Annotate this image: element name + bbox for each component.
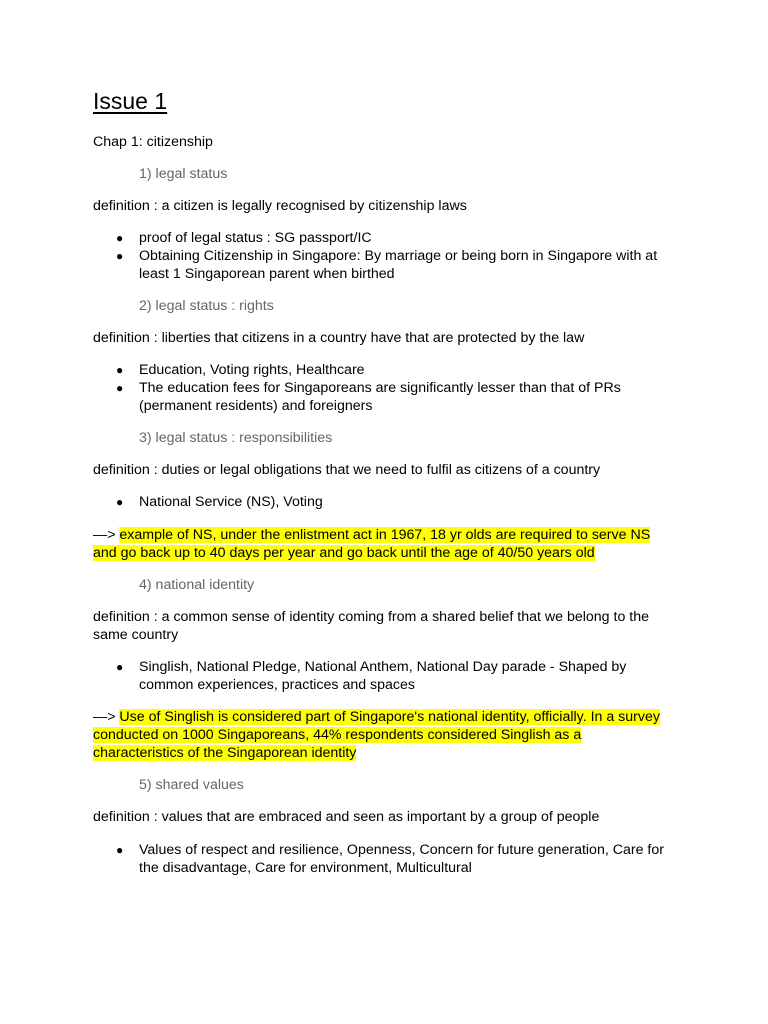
list-item: Education, Voting rights, Healthcare bbox=[139, 362, 365, 378]
bullet-icon: ● bbox=[116, 660, 124, 674]
section-heading: 4) national identity bbox=[139, 577, 255, 593]
list-item: Values of respect and resilience, Openness, Concern for future generation, Care for bbox=[139, 842, 664, 858]
highlighted-note-continued bbox=[93, 544, 595, 562]
list-item-continued: the disadvantage, Care for environment, Multicultural bbox=[139, 860, 472, 876]
note-highlight: conducted on 1000 Singaporeans, 44% respondents considered Singlish as a bbox=[93, 727, 582, 743]
bullet-icon: ● bbox=[116, 843, 124, 857]
bullet-icon: ● bbox=[116, 381, 124, 395]
list-item: proof of legal status : SG passport/IC bbox=[139, 230, 372, 246]
list-item: Singlish, National Pledge, National Anthem, National Day parade - Shaped by bbox=[139, 659, 627, 675]
bullet-icon: ● bbox=[116, 249, 124, 263]
note-highlight: and go back up to 40 days per year and go back until the age of 40/50 years old bbox=[93, 545, 595, 561]
highlighted-note bbox=[93, 526, 650, 544]
list-item-continued: (permanent residents) and foreigners bbox=[139, 398, 373, 414]
list-item: The education fees for Singaporeans are significantly lesser than that of PRs bbox=[139, 380, 621, 396]
definition-text: definition : a citizen is legally recognised by citizenship laws bbox=[93, 198, 467, 214]
section-heading: 5) shared values bbox=[139, 777, 244, 793]
highlighted-note-continued bbox=[93, 744, 356, 762]
document-title: Issue 1 bbox=[93, 88, 168, 114]
section-heading: 2) legal status : rights bbox=[139, 298, 274, 314]
definition-text-continued: same country bbox=[93, 627, 179, 643]
highlighted-note-continued bbox=[93, 726, 581, 744]
definition-text: definition : duties or legal obligations that we need to fulfil as citizens of a country bbox=[93, 462, 601, 478]
note-highlight: Use of Singlish is considered part of Singapore's national identity, officially. In a survey bbox=[119, 709, 660, 725]
section-heading: 1) legal status bbox=[139, 166, 228, 182]
list-item-continued: common experiences, practices and spaces bbox=[139, 677, 416, 693]
note-highlight: example of NS, under the enlistment act in 1967, 18 yr olds are required to serve NS bbox=[119, 527, 651, 543]
definition-text: definition : liberties that citizens in a country have that are protected by the law bbox=[93, 330, 585, 346]
section-heading: 3) legal status : responsibilities bbox=[139, 430, 333, 446]
arrow-marker: —> bbox=[93, 527, 120, 543]
highlighted-note bbox=[93, 708, 660, 726]
list-item-continued: least 1 Singaporean parent when birthed bbox=[139, 266, 395, 282]
list-item: National Service (NS), Voting bbox=[139, 494, 323, 510]
bullet-icon: ● bbox=[116, 231, 124, 245]
definition-text: definition : a common sense of identity coming from a shared belief that we belong to the bbox=[93, 609, 649, 625]
chapter-heading: Chap 1: citizenship bbox=[93, 134, 213, 150]
arrow-marker: —> bbox=[93, 709, 120, 725]
list-item: Obtaining Citizenship in Singapore: By marriage or being born in Singapore with at bbox=[139, 248, 658, 264]
note-highlight: characteristics of the Singaporean identity bbox=[93, 745, 357, 761]
bullet-icon: ● bbox=[116, 495, 124, 509]
bullet-icon: ● bbox=[116, 363, 124, 377]
definition-text: definition : values that are embraced and seen as important by a group of people bbox=[93, 809, 600, 825]
